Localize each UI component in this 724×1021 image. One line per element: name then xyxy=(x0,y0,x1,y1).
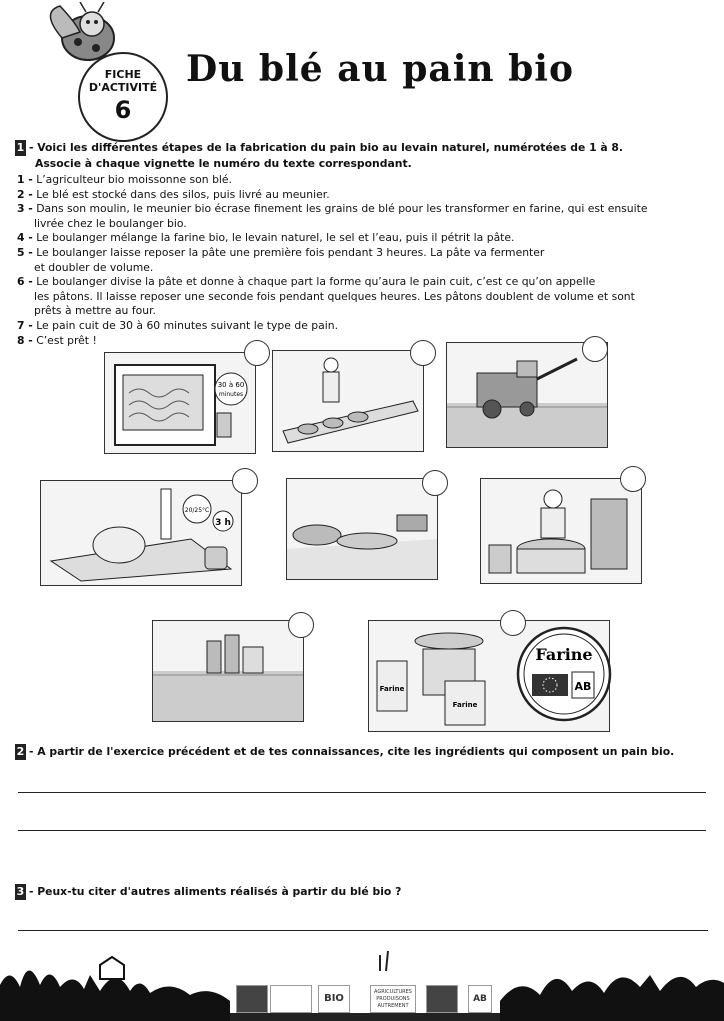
step-number: 3 - xyxy=(17,202,33,216)
answer-circle[interactable] xyxy=(422,470,448,496)
vignette-shaping-loaves xyxy=(272,350,424,452)
step-text: les pâtons. Il laisse reposer une seconde fois pendant quelques heures. Les pâtons doublent de volume et sont xyxy=(34,289,635,303)
step-line xyxy=(17,275,707,290)
question-2 xyxy=(15,744,715,760)
question-1-line2: Associe à chaque vignette le numéro du texte correspondant. xyxy=(35,157,412,170)
bio-logo-text: BIO xyxy=(324,993,344,1004)
ministere-line2: PRODUISONS xyxy=(376,996,410,1002)
answer-line[interactable] xyxy=(18,930,708,931)
ab-logo-text: AB xyxy=(473,994,487,1004)
ministere-line1: AGRICULTURES xyxy=(374,989,412,995)
step-text: Le boulanger laisse reposer la pâte une première fois pendant 3 heures. La pâte va fermenter xyxy=(36,245,545,259)
ministere-logo xyxy=(370,985,416,1013)
ministere-line3: AUTREMENT xyxy=(377,1003,409,1009)
eu-flag-logo xyxy=(236,985,268,1013)
temperature-label: 20/25°C xyxy=(184,507,210,514)
oven-time-label: 30 à 60 xyxy=(217,381,245,389)
page-title: Du blé au pain bio xyxy=(186,48,574,90)
vignette-harvester xyxy=(446,342,608,448)
vignette-kneading xyxy=(480,478,642,584)
ab-logo xyxy=(468,985,492,1013)
step-number: 2 - xyxy=(17,187,33,201)
step-line xyxy=(17,290,707,305)
bio-logo xyxy=(318,985,350,1013)
question-3-text: - Peux-tu citer d'autres aliments réalisés à partir du blé bio ? xyxy=(29,885,402,898)
combine-harvester-illustration xyxy=(447,343,607,447)
step-line xyxy=(17,188,707,203)
vignette-resting-dough xyxy=(40,480,242,586)
step-text: prêts à mettre au four. xyxy=(34,304,156,318)
silos-field-illustration xyxy=(153,621,303,721)
vignette-oven xyxy=(104,352,256,454)
answer-line[interactable] xyxy=(18,830,706,831)
vignette-silos xyxy=(152,620,304,722)
activity-badge xyxy=(78,52,168,142)
dough-rest-illustration xyxy=(41,481,241,585)
step-line xyxy=(17,319,707,334)
step-line xyxy=(17,304,707,319)
badge-line2: D'ACTIVITÉ xyxy=(88,81,158,94)
step-text: Le boulanger mélange la farine bio, le levain naturel, le sel et l’eau, puis il pétrit la pâte. xyxy=(36,231,515,245)
baker-shaping-illustration xyxy=(273,351,423,451)
step-line xyxy=(17,246,707,261)
step-line xyxy=(17,173,707,188)
vignette-bread-ready xyxy=(286,478,438,580)
step-text: Le pain cuit de 30 à 60 minutes suivant le type de pain. xyxy=(36,318,339,332)
step-number: 5 - xyxy=(17,245,33,259)
answer-circle[interactable] xyxy=(232,468,258,494)
step-line xyxy=(17,217,707,232)
steps-list xyxy=(17,173,707,348)
answer-circle[interactable] xyxy=(620,466,646,492)
answer-circle[interactable] xyxy=(410,340,436,366)
baker-kneading-illustration xyxy=(481,479,641,583)
step-number: 4 - xyxy=(17,231,33,245)
step-number: 8 - xyxy=(17,333,33,347)
step-line xyxy=(17,231,707,246)
question-1-line1: - Voici les différentes étapes de la fabrication du pain bio au levain naturel, numérotées de 1 à 8. xyxy=(29,141,624,154)
ab-label: AB xyxy=(574,680,592,693)
step-number: 6 - xyxy=(17,275,33,289)
footer-grass-decoration xyxy=(0,935,724,1021)
flour-bag-label-2: Farine xyxy=(452,701,478,709)
question-2-text: - A partir de l'exercice précédent et de tes connaissances, cite les ingrédients qui composent un pain bio. xyxy=(29,745,675,758)
oven-illustration xyxy=(105,353,255,453)
step-text: Le boulanger divise la pâte et donne à chaque part la forme qu’aura le pain cuit, c’est ce qu’on appelle xyxy=(36,275,596,289)
question-1-number: 1 xyxy=(16,141,25,154)
question-2-number: 2 xyxy=(16,745,25,758)
farine-organic-badge xyxy=(516,626,612,722)
step-line xyxy=(17,261,707,276)
eu-funding-text-logo xyxy=(270,985,312,1013)
badge-number: 6 xyxy=(114,96,132,124)
question-1 xyxy=(15,140,715,171)
step-line xyxy=(17,202,707,217)
timer-label: 3 h xyxy=(215,518,231,528)
answer-circle[interactable] xyxy=(582,336,608,362)
step-text: livrée chez le boulanger bio. xyxy=(34,216,187,230)
eu-organic-logo xyxy=(426,985,458,1013)
oven-time-unit: minutes xyxy=(218,391,244,398)
step-text: L’agriculteur bio moissonne son blé. xyxy=(36,173,232,186)
flour-bag-label-1: Farine xyxy=(379,685,405,693)
step-text: C’est prêt ! xyxy=(36,333,97,347)
step-number: 7 - xyxy=(17,318,33,332)
question-3-number: 3 xyxy=(16,885,25,898)
step-text: et doubler de volume. xyxy=(34,260,154,274)
step-text: Dans son moulin, le meunier bio écrase finement les grains de blé pour les transformer en farine, qui est ensuite xyxy=(36,202,648,216)
answer-circle[interactable] xyxy=(244,340,270,366)
question-3 xyxy=(15,884,715,900)
step-text: Le blé est stocké dans des silos, puis livré au meunier. xyxy=(36,187,330,201)
answer-circle[interactable] xyxy=(288,612,314,638)
answer-line[interactable] xyxy=(18,792,706,793)
step-number: 1 - xyxy=(17,173,33,186)
badge-line1: FICHE xyxy=(104,68,142,81)
bread-loaves-illustration xyxy=(287,479,437,579)
farine-label: Farine xyxy=(535,645,593,664)
